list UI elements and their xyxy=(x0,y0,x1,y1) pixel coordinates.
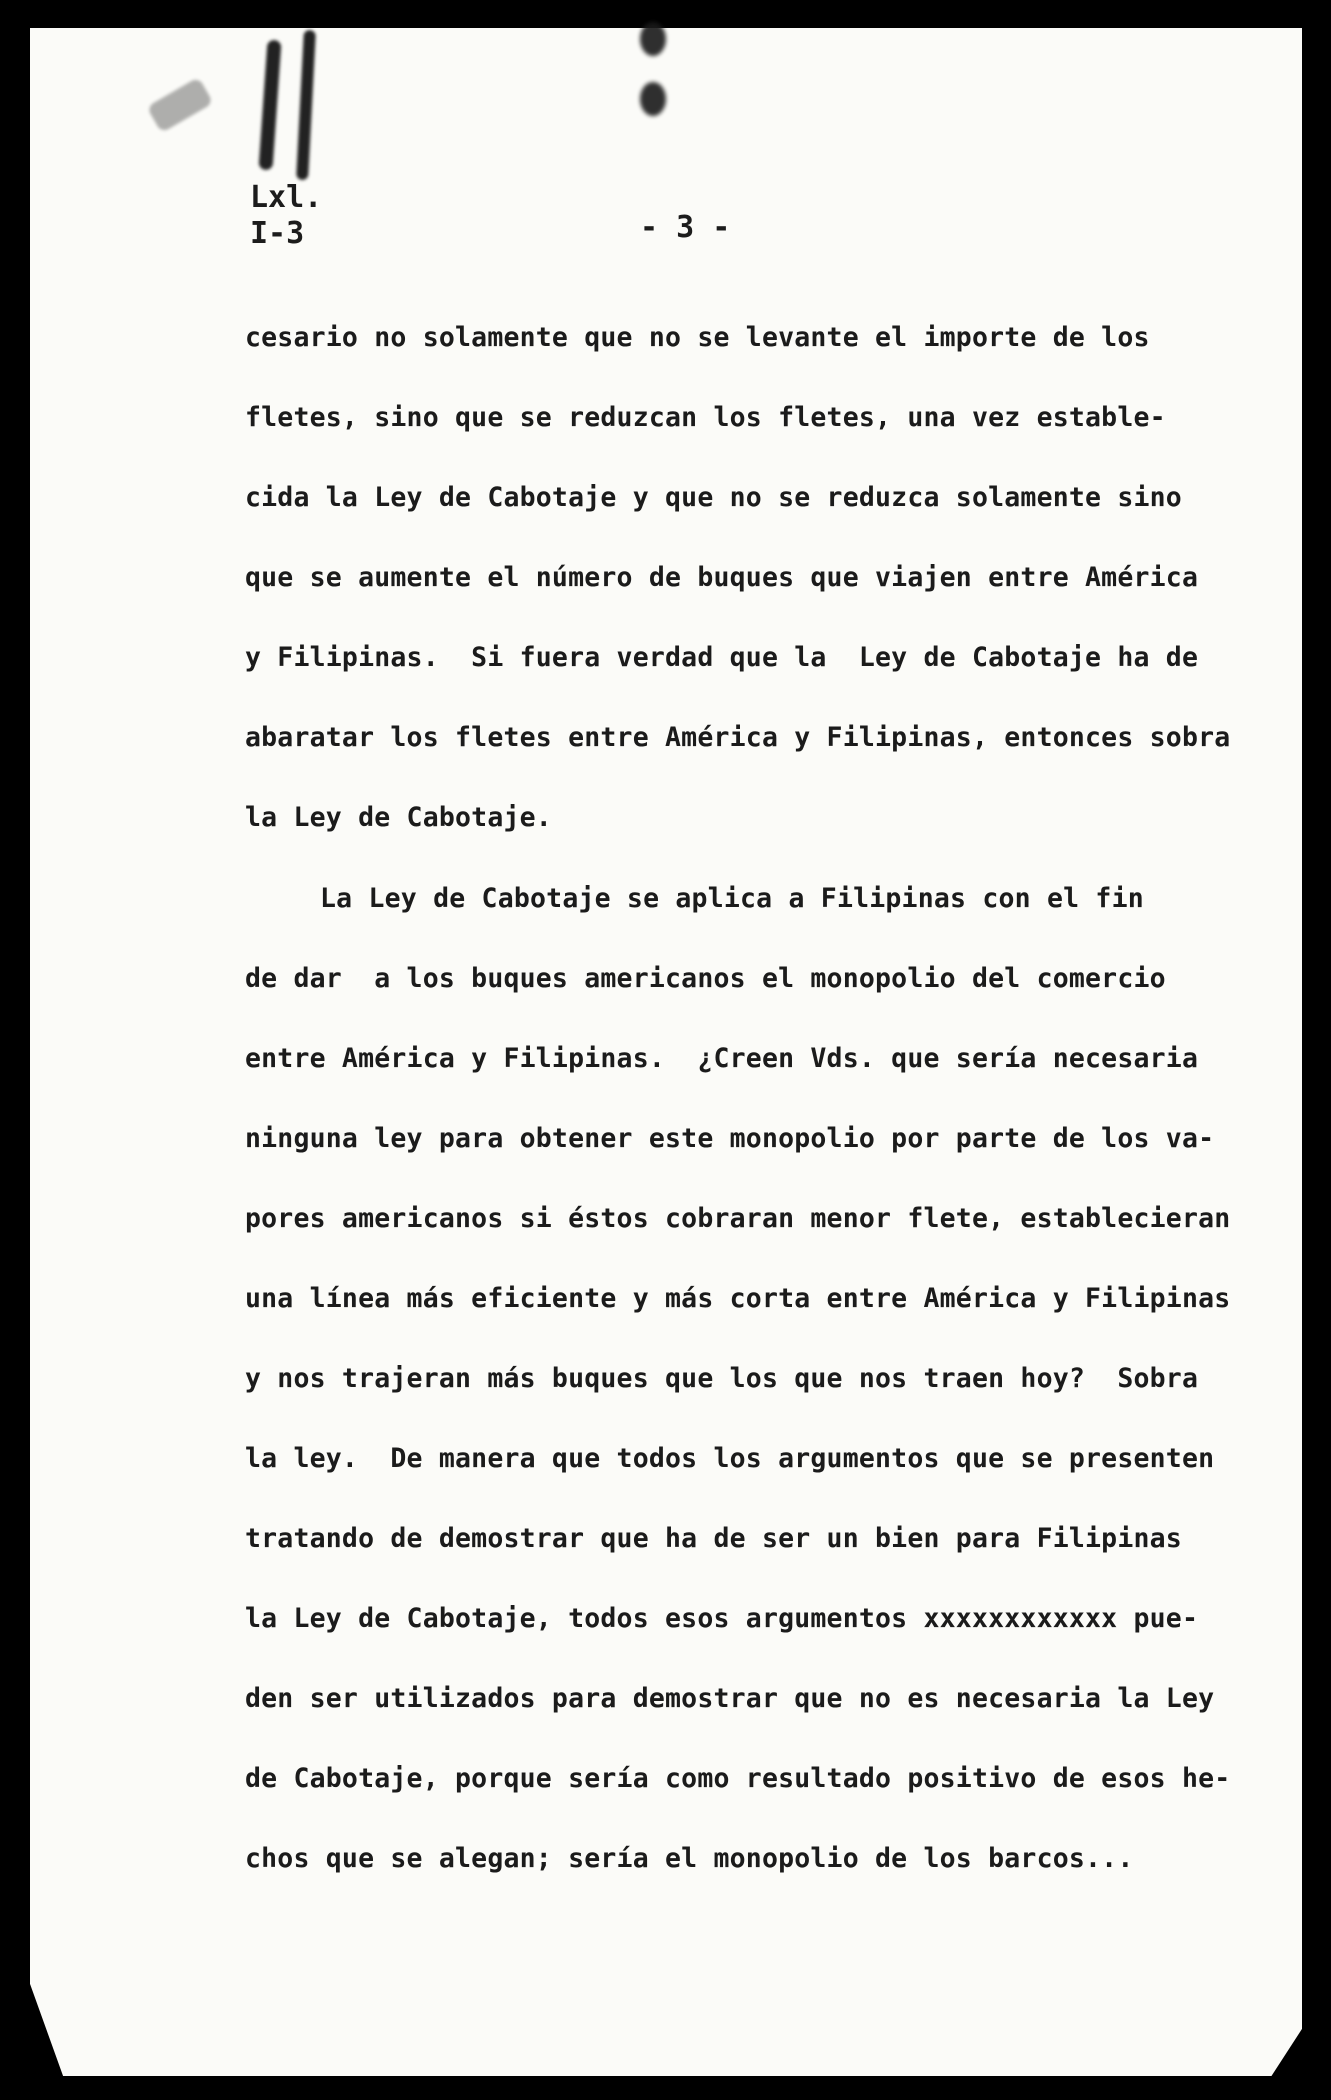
text-line: cesario no solamente que no se levante el importe de los xyxy=(245,322,1150,353)
text-line: y nos trajeran más buques que los que nos traen hoy? Sobra xyxy=(245,1363,1199,1394)
document-reference xyxy=(250,180,322,252)
text-line: entre América y Filipinas. ¿Creen Vds. que sería necesaria xyxy=(245,1043,1199,1074)
text-line: una línea más eficiente y más corta entre América y Filipinas xyxy=(245,1283,1231,1314)
text-line: La Ley de Cabotaje se aplica a Filipinas con el fin xyxy=(320,883,1144,914)
text-line: la Ley de Cabotaje, todos esos argumentos xxxxxxxxxxxx pue- xyxy=(245,1603,1199,1634)
text-line: cida la Ley de Cabotaje y que no se reduzca solamente sino xyxy=(245,482,1182,513)
punch-hole-bottom xyxy=(640,82,666,116)
text-line: y Filipinas. Si fuera verdad que la Ley de Cabotaje ha de xyxy=(245,642,1199,673)
text-line: la Ley de Cabotaje. xyxy=(245,802,552,833)
text-line: que se aumente el número de buques que viajen entre América xyxy=(245,562,1199,593)
text-line: de Cabotaje, porque sería como resultado positivo de esos he- xyxy=(245,1763,1231,1794)
reference-code-line2: I-3 xyxy=(250,216,305,251)
text-line: la ley. De manera que todos los argumentos que se presenten xyxy=(245,1443,1215,1474)
punch-hole-top xyxy=(640,22,666,56)
text-line: pores americanos si éstos cobraran menor flete, establecieran xyxy=(245,1203,1231,1234)
text-line: den ser utilizados para demostrar que no es necesaria la Ley xyxy=(245,1683,1215,1714)
page-number: - 3 - xyxy=(640,210,731,245)
text-line: abaratar los fletes entre América y Filipinas, entonces sobra xyxy=(245,722,1231,753)
text-line: tratando de demostrar que ha de ser un bien para Filipinas xyxy=(245,1523,1182,1554)
text-line: chos que se alegan; sería el monopolio de los barcos... xyxy=(245,1843,1134,1874)
reference-code-line1: Lxl. xyxy=(250,180,323,215)
text-line: ninguna ley para obtener este monopolio por parte de los va- xyxy=(245,1123,1215,1154)
text-line: fletes, sino que se reduzcan los fletes, una vez estable- xyxy=(245,402,1166,433)
text-line: de dar a los buques americanos el monopolio del comercio xyxy=(245,963,1166,994)
